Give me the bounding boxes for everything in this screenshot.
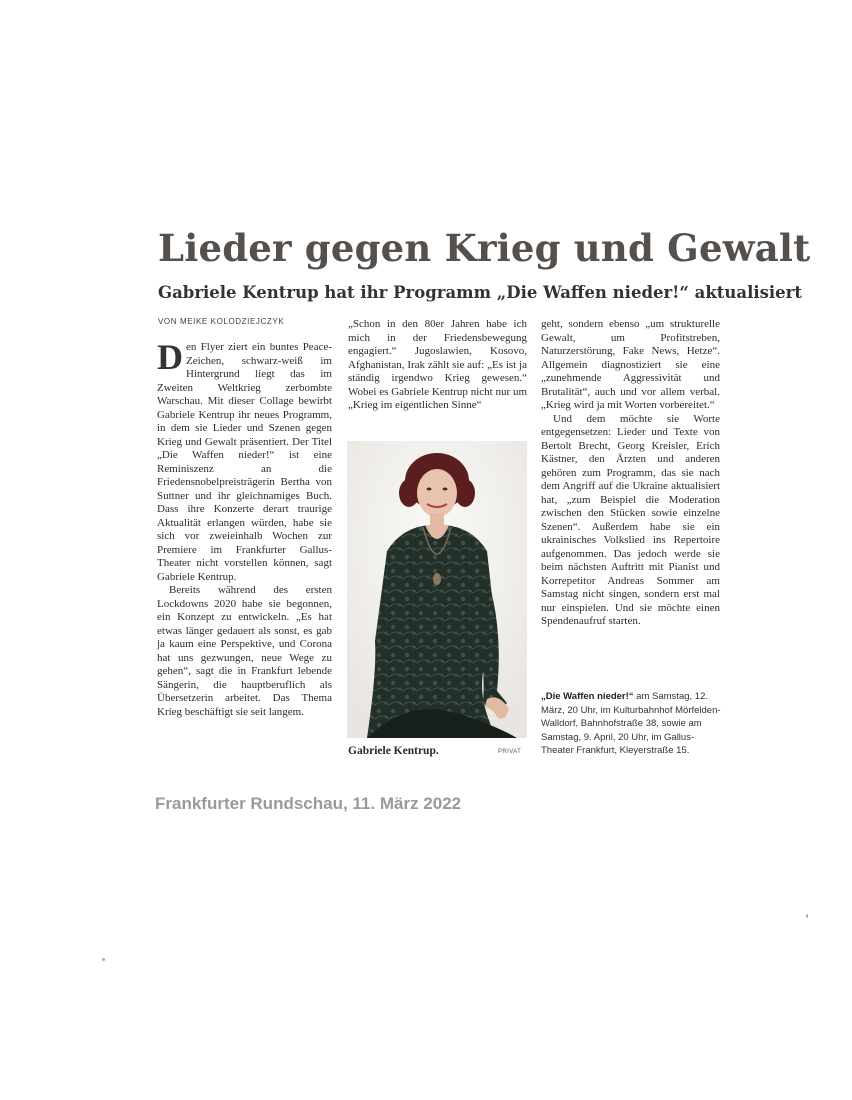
portrait-illustration <box>347 441 527 738</box>
paragraph: Und dem möchte sie Worte entgegensetzen: Lieder und Texte von Bertolt Brecht, Georg Kreisler, Erich Kästner, den Ärzten und anderen gehören zum Programm, das sie nach dem Angriff auf die Ukraine aktualisiert hat, „zum Beispiel die Moderation zwischen den Stücken sowie einzelne Szenen“. Außerdem habe sie ein ukrainisches Volkslied ins Repertoire aufgenommen. Das jedoch werde sie beim nächsten Auftritt mit Pianist und Korrepetitor Andreas Sommer am Samstag nicht singen, sondern erst mal nur einspielen. Und sie möchte einen Spendenaufruf starten. <box>541 412 720 627</box>
event-details: am Samstag, 12. März, 20 Uhr, im Kulturbahnhof Mörfelden-Walldorf, Bahnhofstraße 38, sowie am Samstag, 9. April, 20 Uhr, im Gallus-Theater Frankfurt, Kleyerstraße 15. <box>541 691 721 756</box>
article-byline: VON MEIKE KOLODZIEJCZYK <box>158 317 285 326</box>
paragraph: geht, sondern ebenso „um strukturelle Gewalt, um Profitstreben, Naturzerstörung, Fake News, Hetze“. Allgemein diagnostiziert sie eine „zunehmende Aggressivität und Brutalität“, auch und vor allem verbal. „Krieg wird ja mit Worten vorbereitet.“ <box>541 318 720 411</box>
portrait-photo <box>347 441 527 738</box>
drop-cap: D <box>157 337 183 377</box>
paragraph <box>157 337 332 584</box>
photo-credit: PRIVAT <box>498 749 522 755</box>
article-subheadline: Gabriele Kentrup hat ihr Programm „Die Waffen nieder!“ aktualisiert <box>158 283 802 302</box>
scan-speck <box>806 914 808 918</box>
paragraph: „Schon in den 80er Jahren habe ich mich in der Friedensbewegung engagiert.“ Jugoslawien, Kosovo, Afghanistan, Irak zählt sie auf: „Es ist ja ständig irgendwo Krieg gewesen.“ Wobei es Gabriele Kentrup nicht nur um „Krieg im eigentlichen Sinne“ <box>348 318 527 411</box>
paragraph: Bereits während des ersten Lockdowns 2020 habe sie begonnen, ein Konzept zu entwickeln. „Es hat etwas länger gedauert als sonst, es gab ja kaum eine Perspektive, und Corona hat uns gezwungen, neue Wege zu gehen“, sagt die in Frankfurt lebende Sängerin, die hauptberuflich als Übersetzerin arbeitet. Das Thema Krieg beschäftigt sie seit langem. <box>157 584 332 718</box>
article-column-2 <box>348 318 527 413</box>
scan-speck <box>102 958 105 961</box>
paragraph-text: en Flyer ziert ein buntes Peace-Zeichen, schwarz-weiß im Hintergrund liegt das im Zweiten Weltkrieg zerbombte Warschau. Mit dieser Collage bewirbt Gabriele Kentrup ihr neues Programm, in dem sie Lieder und Szenen gegen Krieg und Gewalt präsentiert. Der Titel „Die Waffen nieder!“ ist eine Reminiszenz an die Friedensnobelpreisträgerin Bertha von Suttner und ihr gleichnamiges Buch. Dass ihre Konzerte derart traurige Aktualität erlangen würden, habe sie sich vor zweieinhalb Wochen zur Premiere im Frankfurter Gallus-Theater nicht vorstellen können, sagt Gabriele Kentrup. <box>157 341 332 583</box>
source-note: Frankfurter Rundschau, 11. März 2022 <box>155 794 462 813</box>
article-column-1 <box>157 337 332 719</box>
event-title: „Die Waffen nieder!“ <box>541 691 634 702</box>
article-column-3 <box>541 318 720 629</box>
article-headline: Lieder gegen Krieg und Gewalt <box>158 226 811 270</box>
event-info-box <box>541 690 721 758</box>
photo-caption: Gabriele Kentrup. <box>348 745 439 757</box>
